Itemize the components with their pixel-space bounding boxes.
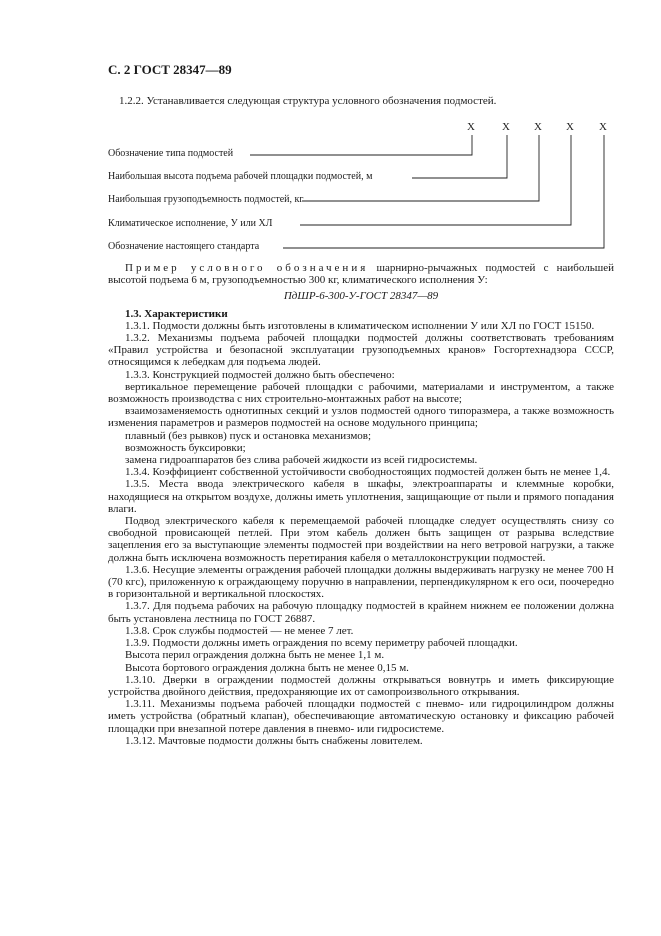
paragraph-1-3-9: 1.3.9. Подмости должны иметь ограждения по всему периметру рабочей площадки. — [125, 637, 518, 650]
page-header: С. 2 ГОСТ 28347—89 — [108, 62, 232, 77]
list-item-smooth-start: плавный (без рывков) пуск и остановка механизмов; — [125, 429, 372, 442]
leader-line-5 — [283, 135, 604, 248]
leader-line-3 — [302, 135, 539, 201]
list-item-interchangeability: взаимозаменяемость однотипных секций и узлов подмостей одного типоразмера, а также возможность изменения параметров и размеров подмостей на основе модульного принципа; — [108, 405, 614, 430]
paragraph-1-3-12: 1.3.12. Мачтовые подмости должны быть снабжены ловителем. — [125, 734, 423, 747]
paragraph-board-height: Высота бортового ограждения должна быть не менее 0,15 м. — [125, 661, 409, 674]
intro-paragraph: 1.2.2. Устанавливается следующая структура условного обозначения подмостей. — [119, 95, 497, 107]
designation-mark-5: X — [599, 121, 607, 133]
leader-line-1 — [250, 135, 472, 155]
diagram-label-capacity: Наибольшая грузоподъемность подмостей, кг — [108, 194, 304, 205]
designation-structure-diagram — [0, 0, 661, 270]
list-item-towing: возможность буксировки; — [125, 441, 246, 454]
paragraph-cable-supply: Подвод электрического кабеля к перемещаемой рабочей площадке следует осуществлять снизу со свободной провисающей петлей. При этом кабель должен быть защищен от разрыва вследствие зацепления его за выступающие элементы подмостей при воздействии на него ветровой нагрузки, а также должна быть исключена возможность перетирания кабеля о металлоконструкции подмостей. — [108, 515, 614, 564]
paragraph-1-3-4: 1.3.4. Коэффициент собственной устойчивости свободностоящих подмостей должен быть не менее 1,4. — [125, 466, 611, 479]
main-text — [108, 262, 614, 747]
paragraph-1-3-7: 1.3.7. Для подъема рабочих на рабочую площадку подмостей в крайнем нижнем ее положении должна быть установлена лестница по ГОСТ 26887. — [108, 600, 614, 625]
diagram-label-standard: Обозначение настоящего стандарта — [108, 241, 260, 252]
designation-mark-1: X — [467, 121, 475, 133]
list-item-vertical-movement: вертикальное перемещение рабочей площадки с рабочими, материалами и инструментом, а также возможность производства с них строительно-монтажных работ на высоте; — [108, 380, 614, 406]
list-item-hydraulics: замена гидроаппаратов без слива рабочей жидкости из всей гидросистемы. — [125, 454, 478, 467]
paragraph-1-3-2: 1.3.2. Механизмы подъема рабочей площадки подмостей должны соответствовать требованиям «Правил устройства и безопасной эксплуатации грузоподъемных кранов» Госгортехнадзора СССР, относящимся к лебедкам для подъема людей. — [108, 332, 614, 369]
paragraph-1-3-6: 1.3.6. Несущие элементы ограждения рабочей площадки должны выдерживать нагрузку не менее 700 Н (70 кгс), приложенную к ограждающему поручню в направлении, перпендикулярном к его оси, поочередно в горизонтальной и вертикальной плоскостях. — [108, 563, 614, 601]
paragraph-1-3-11: 1.3.11. Механизмы подъема рабочей площадки подмостей с пневмо- или гидроцилиндром должны иметь устройства (обратный клапан), обеспечивающие автоматическую остановку и фиксацию рабочей площадки при внезапной потере давления в пневмо- или гидросистеме. — [108, 698, 614, 735]
paragraph-railing-height: Высота перил ограждения должна быть не менее 1,1 м. — [125, 649, 385, 662]
paragraph-1-3-1: 1.3.1. Подмости должны быть изготовлены в климатическом исполнении У или ХЛ по ГОСТ 15150. — [125, 319, 595, 332]
paragraph-1-3-10: 1.3.10. Дверки в ограждении подмостей должны открываться вовнутрь и иметь фиксирующие устройства двойного действия, предохраняющие их от самопроизвольного открывания. — [108, 673, 614, 698]
example-lead: Пример условного обозначения — [125, 262, 369, 274]
paragraph-1-3-5: 1.3.5. Места ввода электрического кабеля в шкафы, электроаппараты и клеммные коробки, находящиеся на открытом воздухе, должны иметь уплотнения, защищающие от пыли и прямого попадания влаги. — [108, 478, 614, 515]
paragraph-1-3-8: 1.3.8. Срок службы подмостей — не менее 7 лет. — [125, 624, 354, 637]
leader-line-2 — [412, 135, 507, 178]
example-paragraph — [108, 262, 614, 286]
diagram-label-height: Наибольшая высота подъема рабочей площадки подмостей, м — [108, 171, 373, 182]
paragraph-1-3-3: 1.3.3. Конструкцией подмостей должно быть обеспечено: — [125, 368, 395, 381]
example-rest: шарнирно-рычажных подмостей с наибольшей высотой подъема 6 м, грузоподъемностью 300 кг, климатического исполнения У: — [108, 262, 615, 287]
designation-mark-3: X — [534, 121, 542, 133]
example-designation: ПдШР-6-300-У-ГОСТ 28347—89 — [283, 290, 439, 303]
designation-mark-2: X — [502, 121, 510, 133]
diagram-label-type: Обозначение типа подмостей — [108, 148, 234, 159]
diagram-label-climate: Климатическое исполнение, У или ХЛ — [108, 218, 273, 229]
section-heading: 1.3. Характеристики — [125, 307, 228, 320]
designation-mark-4: X — [566, 121, 574, 133]
